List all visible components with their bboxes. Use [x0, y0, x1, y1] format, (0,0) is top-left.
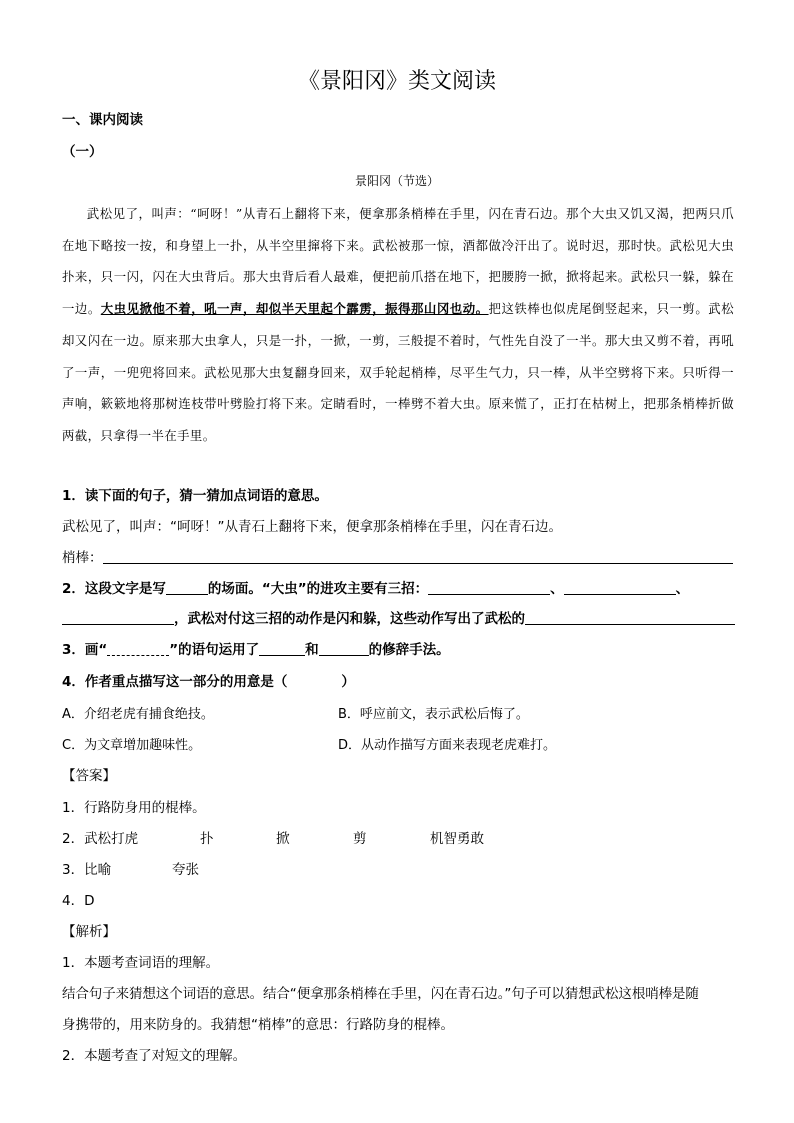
question-2-sep1: 、 — [550, 581, 564, 597]
answer-blank[interactable] — [525, 610, 735, 625]
page-title: 《景阳冈》类文阅读 — [297, 69, 496, 94]
section-heading: 一、课内阅读 — [62, 112, 143, 128]
answer-blank[interactable] — [103, 549, 733, 564]
option-c[interactable]: C．为文章增加趣味性。 — [62, 738, 202, 753]
wave-line-sample — [107, 641, 169, 656]
answer-1: 1．行路防身用的棍棒。 — [62, 800, 206, 816]
answer-blank[interactable] — [319, 641, 369, 656]
passage-text — [62, 198, 734, 452]
question-1-sentence: 武松见了，叫声：“呵呀！”从青石上翻将下来，便拿那条梢棒在手里，闪在青石边。 — [62, 519, 562, 535]
option-b[interactable]: B．呼应前文，表示武松后悔了。 — [338, 707, 529, 722]
passage-title: 景阳冈（节选） — [354, 174, 439, 188]
question-2-part2: 的场面。“大虫”的进攻主要有三招： — [207, 581, 429, 597]
question-1-label: 1．读下面的句子，猜一猜加点词语的意思。 — [62, 488, 328, 504]
answer-blank[interactable] — [428, 580, 550, 595]
analysis-line: 身携带的，用来防身的。我猜想“梢棒”的意思：行路防身的棍棒。 — [62, 1017, 454, 1033]
analysis-line: 结合句子来猜想这个词语的意思。结合“便拿那条梢棒在手里，闪在青石边。”句子可以猜想武松这根哨棒是随 — [62, 986, 699, 1002]
question-1-prompt: 梢棒： — [62, 550, 103, 566]
passage-text-after: 把这铁棒也似虎尾倒竖起来，只一剪。武松却又闪在一边。原来那大虫拿人，只是一扑，一掀，一剪，三般提不着时，气性先自没了一半。那大虫又剪不着，再吼了一声，一兜兜将回来。武松见那大虫复翻身回来，双手轮起梢棒，尽平生气力，只一棒，从半空劈将下来。只听得一声响，簌簌地将那树连枝带叶劈脸打将下来。定睛看时，一棒劈不着大虫。原来慌了，正打在枯树上，把那条梢棒折做两截，只拿得一半在手里。 — [62, 301, 734, 443]
analysis-header: 【解析】 — [62, 924, 116, 940]
question-3-part1: 3．画“ — [62, 642, 108, 658]
subsection-heading: （一） — [62, 144, 103, 160]
analysis-line: 2．本题考查了对短文的理解。 — [62, 1048, 247, 1064]
question-2-line-1 — [62, 577, 689, 597]
answer-2-item: 机智勇敢 — [430, 831, 484, 847]
answer-2-item: 掀 — [276, 831, 290, 847]
question-2-part3: ，武松对付这三招的动作是闪和躲，这些动作写出了武松的 — [174, 611, 525, 627]
answer-3-item: 3．比喻 — [62, 862, 112, 878]
question-3 — [62, 638, 450, 658]
answer-2-item: 扑 — [200, 831, 214, 847]
option-a[interactable]: A．介绍老虎有捕食绝技。 — [62, 707, 214, 722]
answer-blank[interactable] — [166, 580, 208, 595]
question-2-sep2: 、 — [675, 581, 690, 597]
answer-3-item: 夸张 — [172, 862, 199, 878]
answer-blank[interactable] — [564, 580, 676, 595]
question-4-label: 4．作者重点描写这一部分的用意是（ ） — [62, 674, 355, 690]
answer-2-item: 剪 — [353, 831, 367, 847]
question-3-part3: 和 — [305, 642, 319, 658]
option-d[interactable]: D．从动作描写方面来表现老虎难打。 — [338, 738, 557, 753]
question-3-part2: ”的语句运用了 — [169, 642, 260, 658]
passage-text-before: 武松见了，叫声：“呵呀！”从青石上翻将下来，便拿那条梢棒在手里，闪在青石边。那个大虫又饥又渴，把两只爪在地下略按一按，和身望上一扑，从半空里撺将下来。武松被那一惊，酒都做冷汗出了。说时迟，那时快。武松见大虫扑来，只一闪，闪在大虫背后。那大虫背后看人最难，便把前爪搭在地下，把腰胯一掀，掀将起来。武松只一躲，躲在一边。 — [62, 206, 734, 317]
analysis-line: 1．本题考查词语的理解。 — [62, 955, 220, 971]
answer-blank[interactable] — [259, 641, 305, 656]
answer-blank[interactable] — [62, 610, 174, 625]
question-1-answer-row — [62, 546, 733, 566]
question-2-part1: 2．这段文字是写 — [62, 581, 166, 597]
question-3-part4: 的修辞手法。 — [368, 642, 450, 658]
answer-header: 【答案】 — [62, 768, 116, 784]
passage-highlight-sentence: 大虫见掀他不着，吼一声，却似半天里起个霹雳，振得那山冈也动。 — [100, 301, 489, 317]
question-2-line-2 — [62, 607, 735, 627]
answer-4: 4．D — [62, 893, 95, 909]
answer-2-item: 2．武松打虎 — [62, 831, 139, 847]
